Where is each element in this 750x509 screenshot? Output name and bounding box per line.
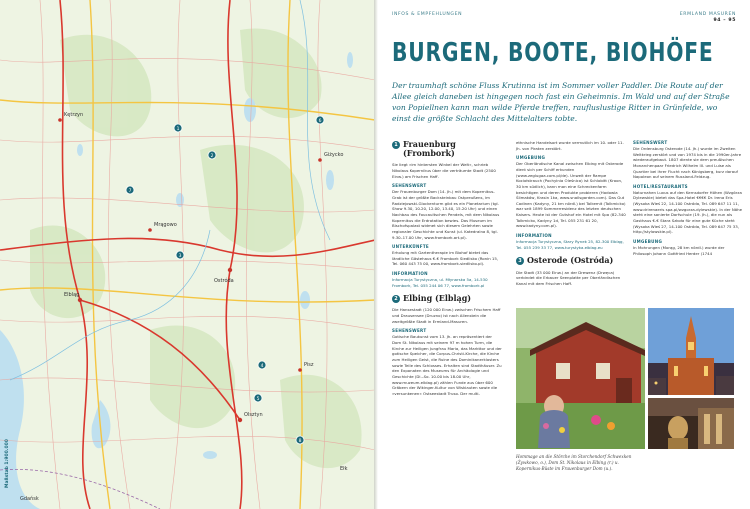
label-sights: SEHENSWERT [392, 328, 427, 334]
map-town-label: Mrągowo [154, 222, 177, 228]
section-number-badge: 3 [516, 257, 524, 265]
section-heading-elbing [392, 294, 502, 303]
body-text: Die Hansestadt (120 000 Einw.) zwischen Frischem Haff und Drausensee (Druzno) ist nach Allenstein die zweitgrößte Stadt in Ermland-Masuren. [392, 307, 501, 324]
map-town-label: Elbląg [64, 292, 80, 298]
lead-paragraph: Der traumhaft schöne Fluss Krutinna ist im Sommer voller Paddler. Die Route auf der Allee gleich daneben ist hingegen noch fast ein Geheimnis. Im Wald und auf der Straße von Popiellnen kann man wilde Pferde treffen, raufluslustige Ritter in Grünfelde, wo einst die größte Schlacht des Mittelalters tobte. [392, 81, 730, 123]
map-town-label: Ostróda [214, 278, 234, 284]
label-hotels: HOTEL/RESTAURANTS [633, 183, 688, 189]
photo-copernicus-bust [648, 398, 734, 449]
svg-text:2: 2 [210, 154, 214, 159]
section-number-badge: 2 [392, 295, 400, 303]
section-header: INFOS & EMPFEHLUNGEN [392, 12, 463, 17]
label-information: INFORMATION [516, 233, 552, 239]
map-town-label: Giżycko [324, 152, 344, 158]
section-heading-frauenburg [392, 140, 502, 158]
section-title: Osterode (Ostróda) [527, 255, 614, 266]
map-scale-label: Maßstab 1:900.000 [5, 439, 10, 488]
section-number-badge: 1 [392, 141, 400, 149]
body-text: Der Frauenburger Dom (14. Jh.) mit dem Kopernikus-Grab ist der größte Backsteinbau Ostpreußens, im Radziejowski-Glockenturm gibt es ein Planetarium (tgl. Show 9.30, 10.20, 12.00, 13.40, 15.20 Uhr) und einen Nachbau des Foucaultschen Pendels, mit dem Nikolaus Kopernikus die Erdrotation bewies. Das Museum im Bischofspalast widmet sich diesem Gelehrten sowie regionaler Geschichte und Kunst (ul. Katedralna 8, tgl. 9.30–17.00 Uhr, www.frombork.art.pl). [392, 189, 500, 240]
map-town-label: Ełk [340, 466, 348, 472]
label-sights: SEHENSWERT [633, 140, 668, 145]
body-text: Erholung mit Gartentherapie im Biohof bietet das ländliche Gästehaus €-€ Frombork Siedlisko (Ronin 15, Tel. 060 443 75 00, www.frombork-siedlisko.pl). [392, 250, 499, 267]
map-marker-8[interactable] [296, 436, 304, 444]
svg-text:4: 4 [260, 364, 264, 369]
map-marker-4[interactable] [258, 361, 266, 369]
map-marker-3[interactable] [176, 251, 184, 259]
body-text: ethnische Handelsort wurde vermutlich im 10. oder 11. Jh. von Piraten zerstört. [516, 140, 624, 151]
map-marker-2[interactable] [208, 151, 216, 159]
svg-text:6: 6 [318, 119, 322, 124]
body-text: Naturnahen Luxus auf den Kernsdorfer Höhen (Wzgórza Dylewskie) bietet das Spa-Hotel €€€€ Dr. Irena Eris (Wysoka Wieś 22, 14-100 Ostróda, Tel. 089 647 11 11, www.drirenaeris spa.pl/wzgorza-dylewskie). In der Nähe steht eine sanierte Dorfschule (19. Jh.), die nun als Gasthaus €-€ Stara Szkoła für eine gute Küche steht (Wysoka Wieś 27, 14-100 Ostróda, Tel. 089 647 75 33, http://stylowskie.pl). [633, 189, 743, 235]
photo-stork-village [516, 308, 645, 449]
map-marker-6[interactable] [316, 116, 324, 124]
body-text: In Mohrungen (Morąg, 28 km nördl.) wurde der Philosoph Johann Gottfried Herder (1744 [633, 244, 725, 256]
map-town-label: Kętrzyn [64, 112, 84, 118]
photo-cathedral-night [648, 308, 734, 395]
section-title: Elbing (Elbląg) [403, 293, 472, 304]
section-heading-osterode [516, 256, 626, 265]
map-town-label: Gdańsk [20, 496, 39, 502]
info-text[interactable]: Informacja Turystyczna, ul. Młynarska 5a, 14-530 Frombork, Tel. 055 244 06 77, www.frombork.pl [392, 276, 488, 288]
photo-group [516, 308, 734, 449]
region-header [680, 12, 736, 25]
column-2 [516, 140, 626, 290]
map-marker-5[interactable] [254, 394, 262, 402]
body-text: Die Ordensburg Osterode (14. Jh.) wurde im Zweiten Weltkrieg zerstört und von 1974 bis in die 1990er-Jahre wiederaufgebaut. 1807 diente sie dem preußischen Monarchenpaar Friedrich Wilhelm III. und Luise als Quartier bei ihrer Flucht nach Königsberg, kurz darauf Napoleon auf seinem Russland-Feldzug. [633, 145, 742, 180]
info-text[interactable]: Informacja Turystyczna, Stary Rynek 25, 82-300 Elbląg, Tel. 055 239 33 77, www.turystyka.elblag.eu [516, 239, 624, 250]
label-surroundings: UMGEBUNG [516, 155, 546, 161]
svg-text:3: 3 [178, 254, 182, 259]
column-1 [392, 140, 502, 400]
map-marker-7[interactable] [126, 186, 134, 194]
svg-text:8: 8 [298, 439, 302, 444]
map-town-label: Pisz [304, 362, 314, 368]
body-text: Der Oberländische Kanal zwischen Elbing mit Osterode dient sich per Schiff erkunden (www.zeglugaa.com.pl/de). Unweit der Rampe Kociołstrauch (Pochylnia Oleśnica) ist Schlobitt (Kroon, 30 km südlich), kann man eine Schreckenfarm besichtigen und deren Produkte probieren (Hodowla Ślimaków, Krasin 1ka, www.snailsgarden.com). Das Gut Cadinen (Kadyny, 21 km nördl.) bei Tolkemit (Tolkmicko) war seit 1899 Sommerresidenz des letzten deutschen Kaisers. Heute ist der Gutshof ein Hotel mit Spa (82-340 Tolkmicko, Kadyny 1d, Tel. 055 231 61 20, www.kadyny.com.pl). [516, 161, 626, 229]
page-numbers: 94 – 95 [713, 18, 736, 24]
label-information: INFORMATION [392, 271, 428, 277]
body-text: Gotische Baukunst vom 13. Jh. an repräsentiert der Dom St. Nikolaus mit seinem 97 m hohen Turm, die Kirche zur Heiligen Jungfrau Maria, das Markttor und der gotische Speicher, die Corpus-Christi-Kirche, die Kirche zum Heiligen Geist, die Ruine des Dominikanerklosters sowie Teile des Schlosses. Erhalten sind Stadthäuser. Zu den Exponaten des Museums für Archäologie und Geschichte (Di.–So. 10.00 bis 18.00 Uhr, www.muzeum.elblag.pl) zählen Funde aus über 600 Gräbern der Wikinger-Kultur von Wiskiauten sowie die »versunkenen« Ostseestadt Truso. Der multi- [392, 334, 502, 396]
label-accommodation: UNTERKÜNFTE [392, 244, 430, 250]
svg-text:7: 7 [128, 189, 132, 194]
label-sights: SEHENSWERT [392, 183, 427, 189]
map-marker-1[interactable] [174, 124, 182, 132]
body-text: Die Stadt (33 000 Einw.) an der Drewenz (Drwęca) verbindet die Erbauer Seenplatte per Oberländischen Kanal mit dem Frischen Haff. [516, 269, 621, 286]
section-title: Frauenburg (Frombork) [403, 139, 456, 159]
map-town-label: Olsztyn [244, 412, 263, 418]
svg-text:5: 5 [256, 397, 260, 402]
region-header-title: ERMLAND MASUREN [679, 12, 736, 17]
article-page [378, 0, 750, 509]
page-title: BURGEN, BOOTE, BIOHÖFE [392, 38, 714, 68]
photo-caption: Hommage an die Störche im Storchendorf Schwexken (Żywkowo, o.), Dom St. Nikolaus in Elbing (r.) u. Kopernikus-Büste im Frauenburger Dom (u.). [516, 454, 632, 471]
svg-text:1: 1 [176, 127, 180, 132]
label-surroundings: UMGEBUNG [633, 239, 663, 245]
column-3 [633, 140, 743, 259]
body-text: Sie liegt »im hintersten Winkel der Welt«, schrieb Nikolaus Kopernikus über die verträumte Stadt (2500 Einw.) am Frischen Haff. [392, 162, 496, 179]
